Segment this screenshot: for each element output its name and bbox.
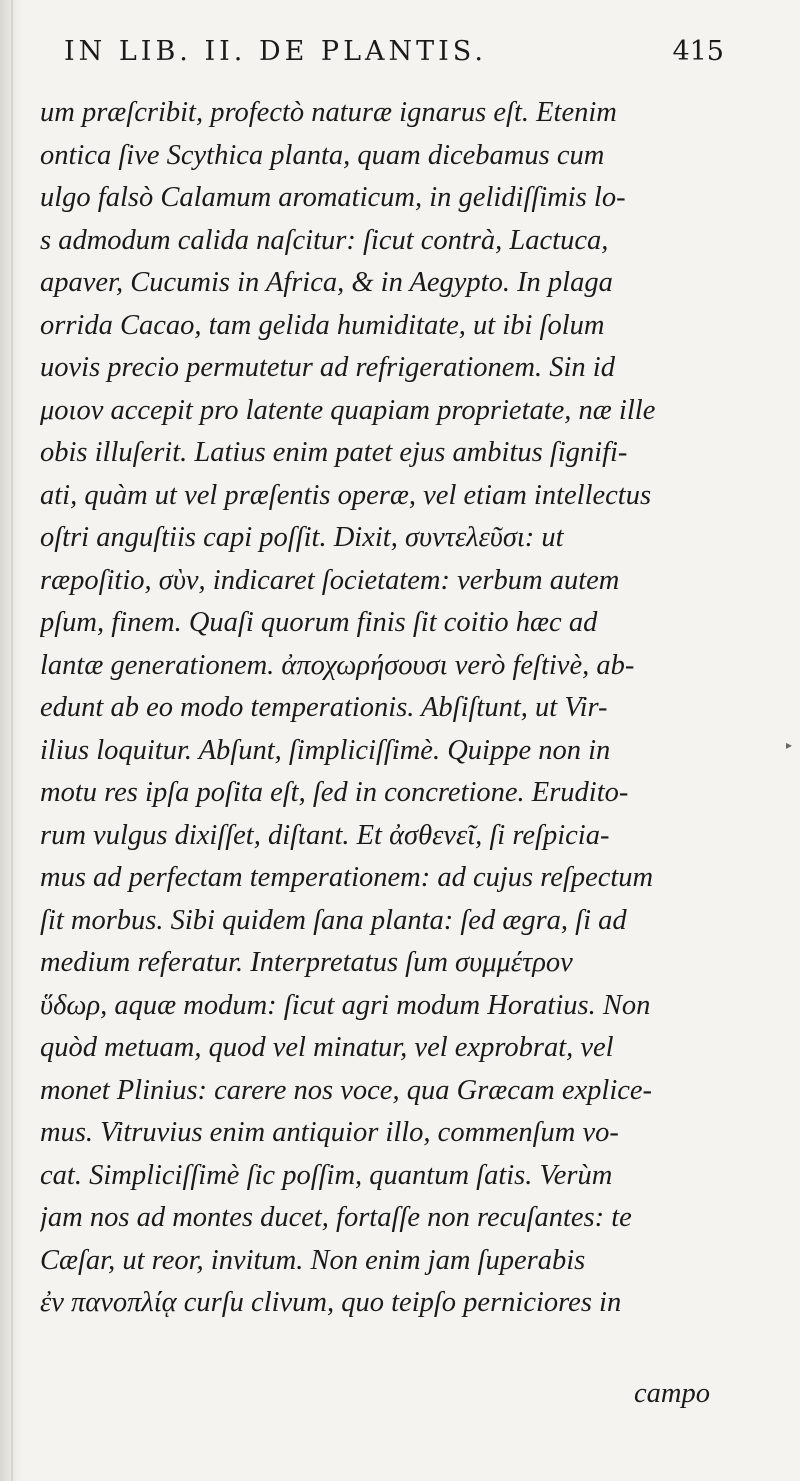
- text-line: apaver, Cucumis in Africa, & in Aegypto. In plaga: [40, 267, 613, 298]
- text-line: ræpoſitio, σὺν, indicaret ſocietatem: verbum autem: [40, 564, 620, 596]
- catchword: campo: [634, 1378, 710, 1409]
- text-line: ilius loquitur. Abſunt, ſimpliciſſimè. Quippe non in: [40, 734, 611, 766]
- margin-mark: ▸: [786, 738, 793, 752]
- text-line: lantæ generationem. ἀποχωρήσουσι verò feſtivè, ab-: [40, 649, 635, 681]
- text-line: ἐν πανοπλίᾳ curſu clivum, quo teipſo perniciores in: [40, 1287, 622, 1318]
- text-line: orrida Cacao, tam gelida humiditate, ut ibi ſolum: [40, 309, 605, 341]
- text-line: s admodum calida naſcitur: ſicut contrà, Lactuca,: [40, 224, 609, 256]
- text-line: μοιον accepit pro latente quapiam proprietate, næ ille: [40, 394, 656, 426]
- text-line: oſtri anguſtiis capi poſſit. Dixit, συντελεῦσι: ut: [40, 522, 564, 553]
- text-line: mus. Vitruvius enim antiquior illo, commenſum vo-: [40, 1117, 619, 1148]
- text-line: ontica ſive Scythica planta, quam dicebamus cum: [40, 139, 605, 171]
- text-line: Cæſar, ut reor, invitum. Non enim jam ſuperabis: [40, 1244, 586, 1276]
- text-line: monet Plinius: carere nos voce, qua Græcam explice-: [40, 1074, 653, 1106]
- text-line: motu res ipſa poſita eſt, ſed in concretione. Erudito-: [40, 777, 629, 808]
- text-line: mus ad perfectam temperationem: ad cujus reſpectum: [40, 862, 654, 893]
- page-number: 415: [672, 36, 724, 67]
- text-line: jam nos ad montes ducet, fortaſſe non recuſantes: te: [40, 1202, 632, 1233]
- text-line: medium referatur. Interpretatus ſum συμμέτρον: [40, 947, 573, 978]
- binding-gutter: [0, 0, 22, 1481]
- text-line: uovis precio permutetur ad refrigerationem. Sin id: [40, 352, 615, 383]
- text-line: ati, quàm ut vel præſentis operæ, vel etiam intellectus: [40, 479, 652, 511]
- text-line: cat. Simpliciſſimè ſic poſſim, quantum ſatis. Verùm: [40, 1159, 613, 1191]
- page-header: [64, 36, 724, 76]
- text-line: pſum, finem. Quaſi quorum finis ſit coitio hæc ad: [40, 607, 598, 638]
- text-line: rum vulgus dixiſſet, diſtant. Et ἀσθενεῖ, ſi reſpicia-: [40, 819, 610, 851]
- text-line: um præſcribit, profectò naturæ ignarus eſt. Etenim: [40, 97, 617, 128]
- text-line: quòd metuam, quod vel minatur, vel exprobrat, vel: [40, 1032, 614, 1063]
- body-text: [40, 92, 770, 1325]
- text-line: ὕδωρ, aquæ modum: ſicut agri modum Horatius. Non: [40, 989, 651, 1021]
- gutter-shadow-line: [11, 0, 13, 1481]
- text-line: obis illuſerit. Latius enim patet ejus ambitus ſignifi-: [40, 437, 628, 468]
- text-line: ulgo falsò Calamum aromaticum, in gelidiſſimis lo-: [40, 182, 626, 213]
- running-head: IN LIB. II. DE PLANTIS.: [64, 36, 487, 67]
- text-line: edunt ab eo modo temperationis. Abſiſtunt, ut Vir-: [40, 692, 608, 723]
- text-line: ſit morbus. Sibi quidem ſana planta: ſed ægra, ſi ad: [40, 904, 627, 936]
